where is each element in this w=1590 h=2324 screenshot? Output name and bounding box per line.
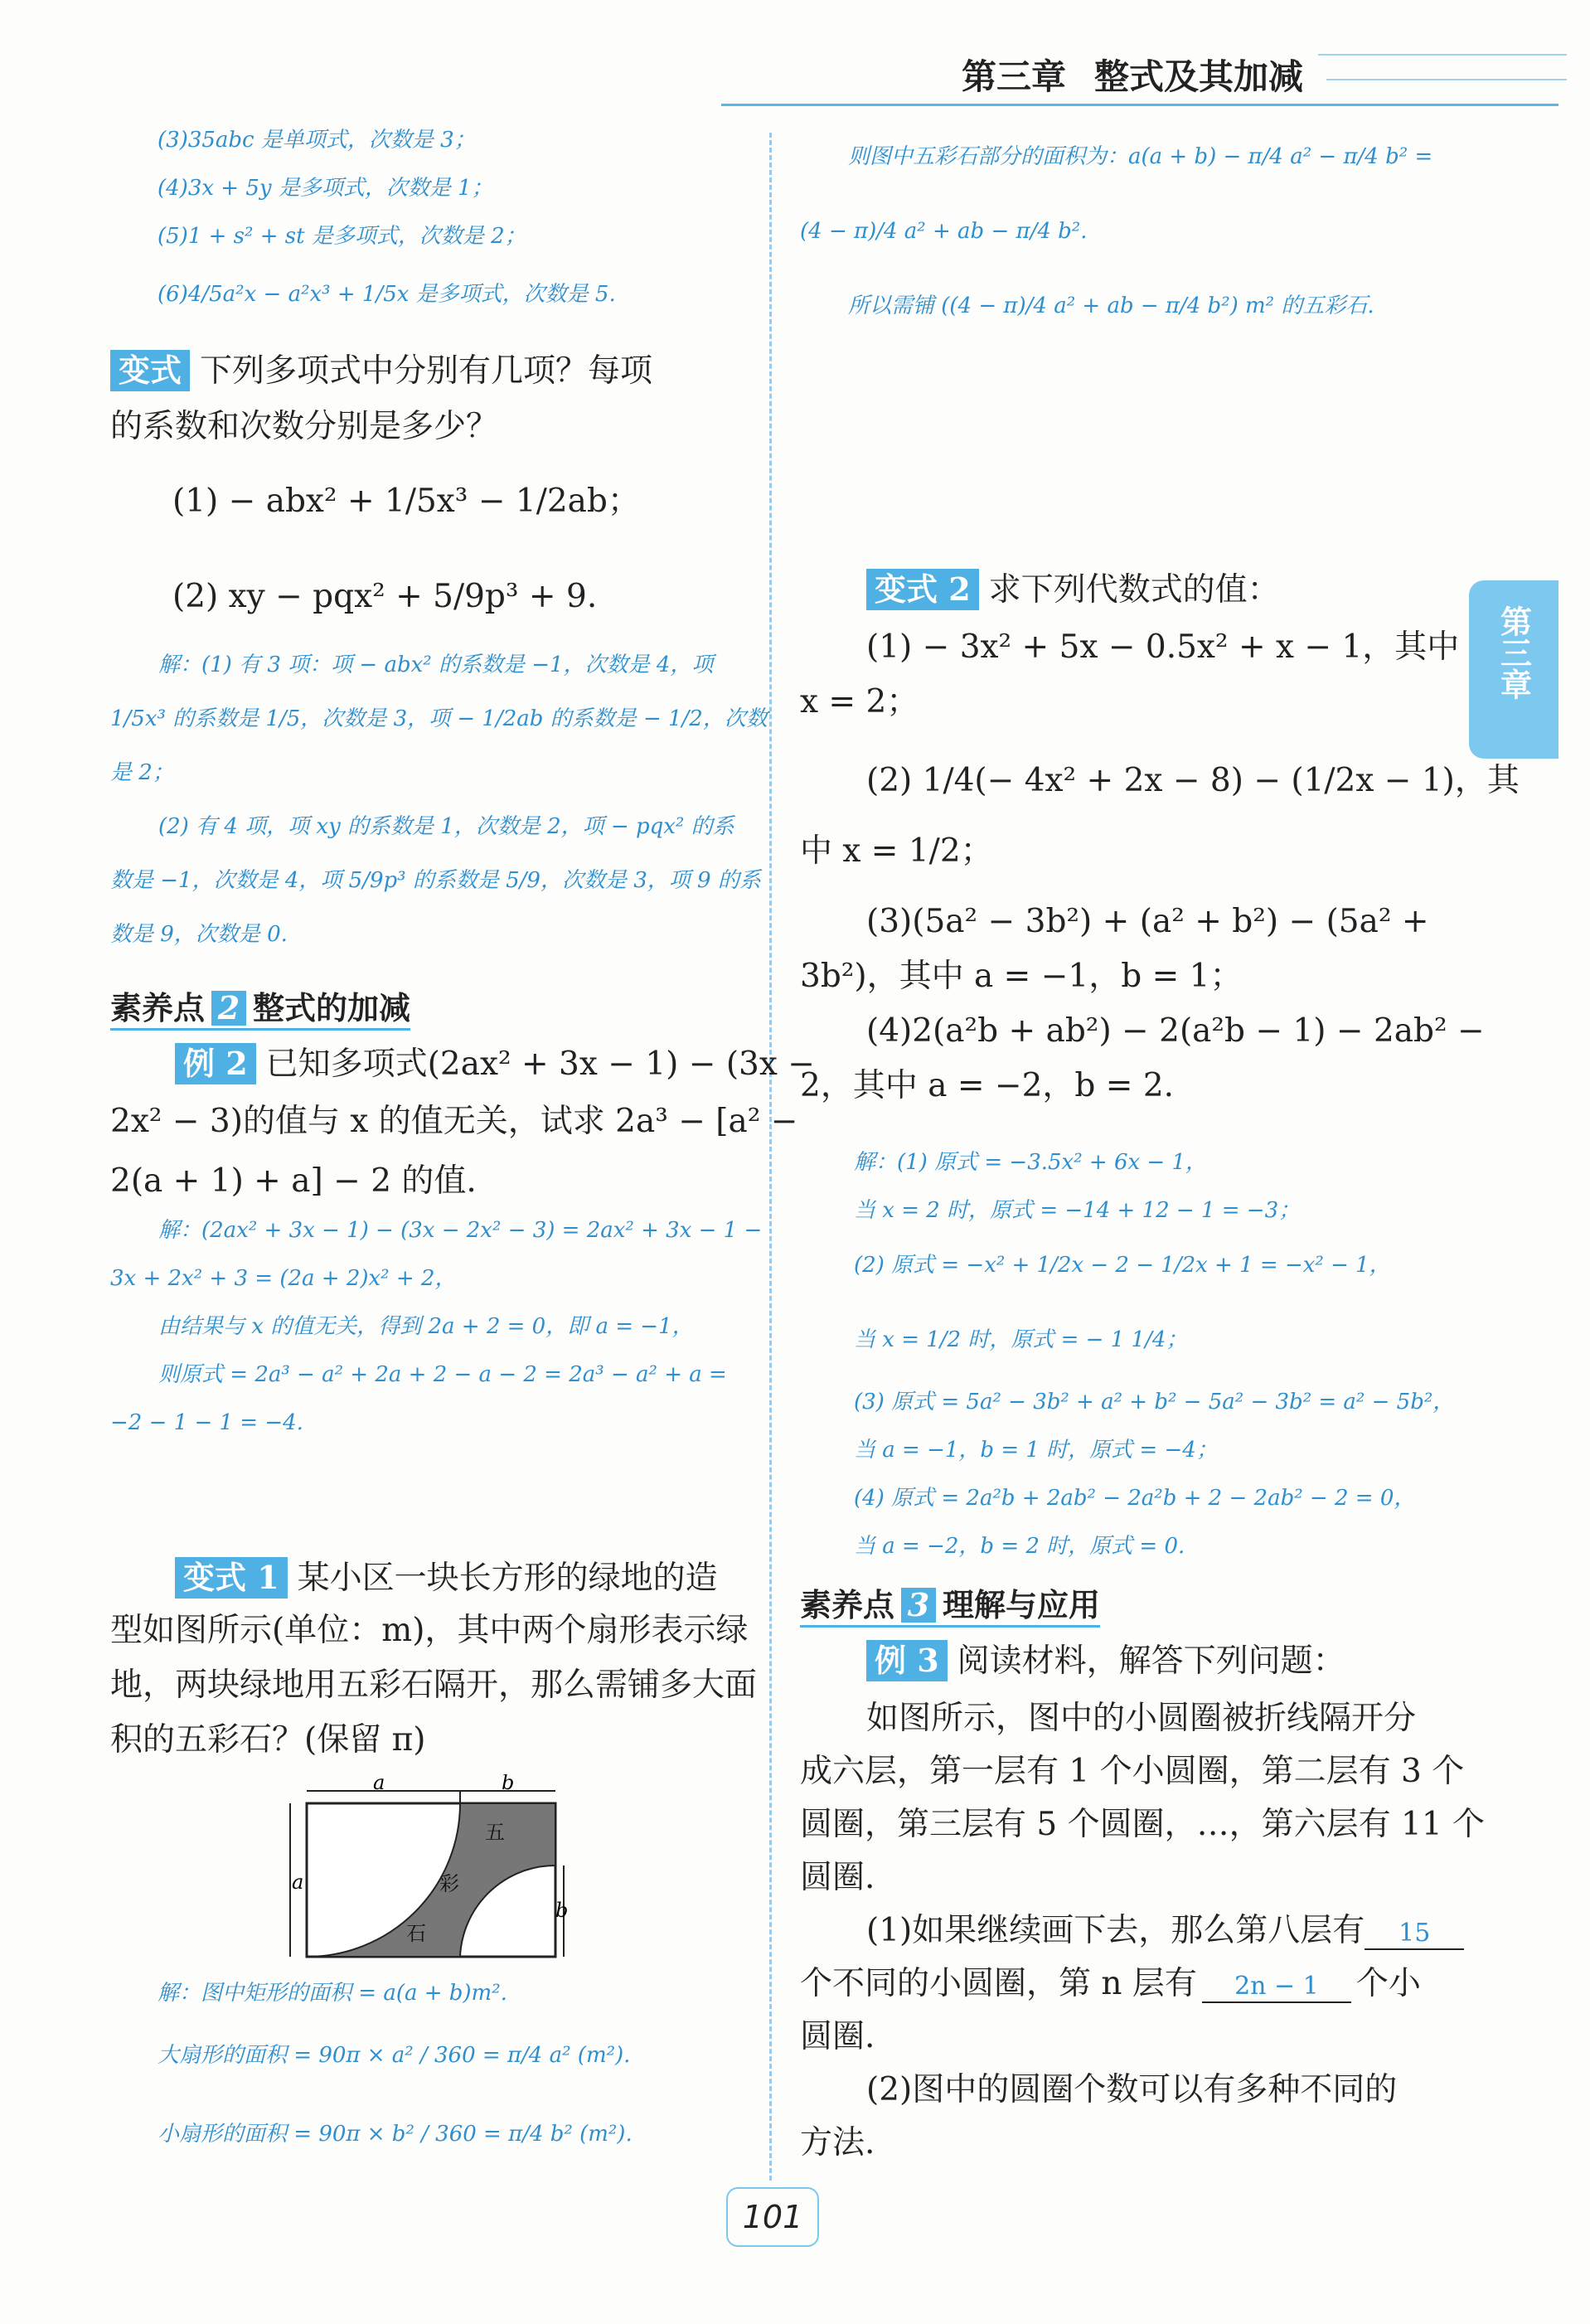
- example-3: [800, 1640, 1485, 2163]
- variant-1: [110, 1557, 757, 1760]
- question-1-line: (1)如果继续画下去，那么第八层有 15: [800, 1912, 1485, 1965]
- sol-line: 小扇形的面积 = 90π × b² / 360 = π/4 b² (m²).: [158, 2122, 633, 2147]
- chapter-label: 第三章: [962, 56, 1067, 97]
- variant-item: (1) − abx² + 1/5x³ − 1/2ab；: [172, 483, 640, 520]
- sol-line: 所以需铺 ((4 − π)/4 a² + ab − π/4 b²) m² 的五彩石.: [848, 294, 1374, 318]
- section-3-heading: 素养点 3 理解与应用: [800, 1579, 1100, 1628]
- variant-item: (3)(5a² − 3b²) + (a² + b²) − (5a² +: [866, 903, 1429, 940]
- sol-line: (4)3x + 5y 是多项式，次数是 1；: [158, 176, 493, 201]
- sol-line: 当 x = 1/2 时，原式 = − 1 1/4；: [854, 1327, 1188, 1352]
- variant-line: 积的五彩石？(保留 π): [110, 1721, 426, 1759]
- example-line: 例 3 阅读材料，解答下列问题：: [800, 1640, 1485, 1700]
- sol-line: 数是 −1，次数是 4，项 5/9p³ 的系数是 5/9，次数是 3，项 9 的系: [110, 868, 761, 893]
- sol-line: (3)35abc 是单项式，次数是 3；: [158, 128, 476, 153]
- variant-line: 的系数和次数分别是多少？: [110, 408, 499, 445]
- variant-item: 中 x = 1/2；: [800, 832, 993, 870]
- variant-item: (2) 1/4(− 4x² + 2x − 8) − (1/2x − 1)，其: [866, 762, 1520, 799]
- example-2-solution: [110, 1219, 762, 1436]
- example-2: [110, 1043, 815, 1201]
- header-deco-line-2: [1326, 79, 1567, 80]
- variant-line: 变式 2 求下列代数式的值：: [800, 569, 1520, 628]
- sol-line: 解：(2ax² + 3x − 1) − (3x − 2x² − 3) = 2ax² + 3x − 1 −: [158, 1218, 763, 1243]
- question-1-line: 圆圈.: [800, 2018, 875, 2055]
- variant-item: 2，其中 a = −2，b = 2.: [800, 1067, 1175, 1104]
- sol-line: 当 a = −1，b = 1 时，原式 = −4；: [854, 1438, 1218, 1463]
- sol-line: (5)1 + s² + st 是多项式，次数是 2；: [158, 224, 526, 249]
- sol-line: (3) 原式 = 5a² − 3b² + a² + b² − 5a² − 3b² = a² − 5b²，: [854, 1390, 1455, 1414]
- answer-blank-1: 15: [1365, 1919, 1464, 1950]
- sol-line: 则图中五彩石部分的面积为：a(a + b) − π/4 a² − π/4 b² =: [848, 144, 1433, 169]
- sol-line: 3x + 2x² + 3 = (2a + 2)x² + 2，: [110, 1266, 457, 1291]
- sol-line: 解：(1) 原式 = −3.5x² + 6x − 1，: [854, 1150, 1208, 1175]
- sol-line: 则原式 = 2a³ − a² + 2a + 2 − a − 2 = 2a³ − a² + a =: [158, 1362, 727, 1387]
- section-2-heading: 素养点 2 整式的加减: [110, 982, 410, 1031]
- sol-line: (2) 有 4 项，项 xy 的系数是 1，次数是 2，项 − pqx² 的系: [158, 814, 734, 839]
- variant-1-solution: [158, 1982, 633, 2147]
- variant-badge: 变式: [110, 350, 190, 391]
- sol-line: 当 x = 2 时，原式 = −14 + 12 − 1 = −3；: [854, 1198, 1301, 1223]
- label-shi: 石: [406, 1922, 426, 1945]
- chapter-title: 整式及其加减: [1094, 56, 1304, 97]
- label-b-right: b: [555, 1899, 569, 1922]
- rectangle-figure: [282, 1774, 572, 1973]
- example-line: 成六层，第一层有 1 个小圆圈，第二层有 3 个: [800, 1753, 1465, 1790]
- variant-item: x = 2；: [800, 683, 919, 720]
- left-solution-top: [158, 129, 616, 308]
- sol-line: 大扇形的面积 = 90π × a² / 360 = π/4 a² (m²).: [158, 2043, 631, 2068]
- sol-line: (4) 原式 = 2a²b + 2ab² − 2a²b + 2 − 2ab² − 2 = 0，: [854, 1486, 1416, 1511]
- sol-line: 解：图中矩形的面积 = a(a + b)m².: [158, 1981, 507, 2006]
- variant-question: [110, 350, 652, 617]
- right-solution-top: [800, 145, 1432, 319]
- example-line: 例 2 已知多项式(2ax² + 3x − 1) − (3x −: [110, 1043, 815, 1103]
- variant-item: 3b²)，其中 a = −1，b = 1；: [800, 958, 1243, 995]
- example-line: 2(a + 1) + a] − 2 的值.: [110, 1162, 477, 1200]
- label-a-left: a: [292, 1870, 304, 1894]
- variant-line: 变式 下列多项式中分别有几项？每项: [110, 350, 652, 408]
- sol-line: −2 − 1 − 1 = −4.: [110, 1410, 303, 1435]
- sol-line: (4 − π)/4 a² + ab − π/4 b².: [800, 219, 1088, 244]
- question-1-line: 个不同的小圆圈，第 n 层有 2n − 1 个小: [800, 1965, 1421, 2002]
- header-deco-line: [1318, 54, 1567, 56]
- question-2-line: (2)图中的圆圈个数可以有多种不同的: [866, 2071, 1398, 2108]
- variant-2: [800, 569, 1520, 1106]
- variant-line: 变式 1 某小区一块长方形的绿地的造: [110, 1557, 757, 1612]
- sol-line: 当 a = −2，b = 2 时，原式 = 0.: [854, 1534, 1185, 1559]
- label-cai: 彩: [439, 1872, 459, 1895]
- variant-item: (2) xy − pqx² + 5/9p³ + 9.: [172, 578, 598, 615]
- sol-line: 由结果与 x 的值无关，得到 2a + 2 = 0，即 a = −1，: [158, 1314, 694, 1339]
- variant-2-solution: [854, 1151, 1454, 1560]
- label-wu: 五: [485, 1821, 505, 1844]
- variant-1-badge: 变式 1: [175, 1557, 288, 1599]
- label-b-top: b: [502, 1774, 515, 1794]
- side-tab-label: 第三章: [1495, 605, 1532, 700]
- variant-2-badge: 变式 2: [866, 569, 979, 610]
- variant-line: 型如图所示(单位：m)，其中两个扇形表示绿: [110, 1612, 749, 1649]
- label-a-top: a: [373, 1774, 385, 1794]
- answer-blank-2: 2n − 1: [1202, 1972, 1351, 2003]
- sol-line: 是 2；: [110, 760, 174, 785]
- question-2-line: 方法.: [800, 2124, 875, 2161]
- sol-line: 1/5x³ 的系数是 1/5，次数是 3，项 − 1/2ab 的系数是 − 1/2，次数: [110, 706, 768, 731]
- header-line: [721, 104, 1558, 106]
- variant-item: (4)2(a²b + ab²) − 2(a²b − 1) − 2ab² −: [866, 1012, 1485, 1050]
- example-badge: 例 2: [175, 1043, 256, 1084]
- page-number: 101: [726, 2187, 819, 2247]
- example-line: 圆圈.: [800, 1859, 875, 1896]
- example-line: 圆圈，第三层有 5 个圆圈，…，第六层有 11 个: [800, 1806, 1486, 1843]
- example-line: 2x² − 3)的值与 x 的值无关，试求 2a³ − [a² −: [110, 1103, 798, 1140]
- sol-line: 数是 9，次数是 0.: [110, 922, 288, 947]
- variant-item: (1) − 3x² + 5x − 0.5x² + x − 1，其中: [866, 628, 1460, 666]
- example-3-badge: 例 3: [866, 1640, 948, 1681]
- sol-line: (2) 原式 = −x² + 1/2x − 2 − 1/2x + 1 = −x² − 1，: [854, 1253, 1391, 1278]
- variant-solution: [110, 653, 768, 948]
- example-line: 如图所示，图中的小圆圈被折线隔开分: [866, 1700, 1417, 1737]
- sol-line: 解：(1) 有 3 项：项 − abx² 的系数是 −1，次数是 4，项: [158, 653, 714, 677]
- sol-line: (6)4/5a²x − a²x³ + 1/5x 是多项式，次数是 5.: [158, 282, 616, 307]
- variant-line: 地，两块绿地用五彩石隔开，那么需铺多大面: [110, 1667, 758, 1704]
